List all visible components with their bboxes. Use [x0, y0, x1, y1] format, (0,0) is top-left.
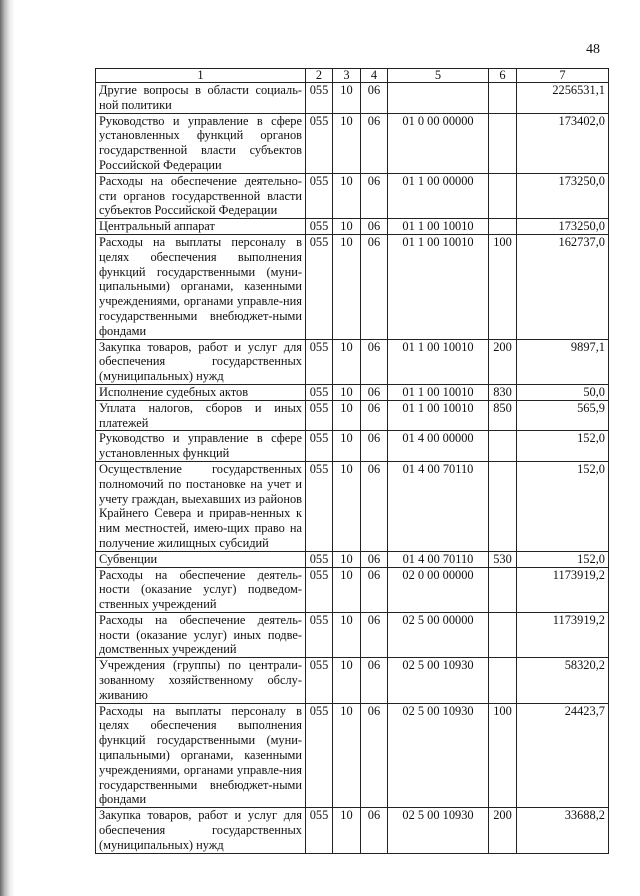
table-row [96, 612, 609, 657]
row-name: Закупка товаров, работ и услуг для обеспечения государственных (муниципальных) нужд [96, 339, 306, 384]
row-subsection-code: 06 [361, 339, 388, 384]
row-target-item: 01 4 00 70110 [388, 551, 489, 567]
row-ministry-code: 055 [306, 808, 333, 853]
row-target-item: 02 5 00 00000 [388, 612, 489, 657]
row-subsection-code: 06 [361, 83, 388, 114]
row-section-code: 10 [333, 703, 361, 808]
row-name: Руководство и управление в сфере установленных функций органов государственной власти субъектов Российской Федерации [96, 113, 306, 173]
row-target-item: 02 5 00 10930 [388, 658, 489, 703]
header-col-6: 6 [489, 69, 517, 83]
row-subsection-code: 06 [361, 400, 388, 431]
row-ministry-code: 055 [306, 400, 333, 431]
row-name: Исполнение судебных актов [96, 384, 306, 400]
row-expense-type: 830 [489, 384, 517, 400]
row-ministry-code: 055 [306, 234, 333, 339]
row-amount: 2256531,1 [517, 83, 609, 114]
row-amount: 173402,0 [517, 113, 609, 173]
row-amount: 9897,1 [517, 339, 609, 384]
row-target-item: 02 5 00 10930 [388, 808, 489, 853]
row-amount: 50,0 [517, 384, 609, 400]
table-row [96, 113, 609, 173]
row-subsection-code: 06 [361, 173, 388, 218]
row-expense-type [489, 567, 517, 612]
row-ministry-code: 055 [306, 431, 333, 462]
row-ministry-code: 055 [306, 83, 333, 114]
row-name: Субвенции [96, 551, 306, 567]
row-amount: 162737,0 [517, 234, 609, 339]
row-name: Уплата налогов, сборов и иных платежей [96, 400, 306, 431]
row-section-code: 10 [333, 234, 361, 339]
table-row [96, 219, 609, 235]
row-target-item: 01 1 00 10010 [388, 400, 489, 431]
row-ministry-code: 055 [306, 567, 333, 612]
row-subsection-code: 06 [361, 234, 388, 339]
row-section-code: 10 [333, 431, 361, 462]
row-expense-type [489, 219, 517, 235]
scan-edge-shadow [0, 0, 15, 896]
row-target-item: 01 1 00 10010 [388, 219, 489, 235]
budget-table [95, 68, 609, 854]
table-body [96, 83, 609, 854]
row-name: Осуществление государственных полномочий по постановке на учет и учету граждан, выехавших из районов Крайнего Севера и прирав-ненных к ним местностей, имею-щих право на получение жилищных субсидий [96, 461, 306, 551]
table-row [96, 808, 609, 853]
row-subsection-code: 06 [361, 461, 388, 551]
row-subsection-code: 06 [361, 219, 388, 235]
row-name: Центральный аппарат [96, 219, 306, 235]
row-expense-type [489, 431, 517, 462]
row-section-code: 10 [333, 400, 361, 431]
row-name: Расходы на обеспечение деятель-ности (оказание услуг) подведом-ственных учреждений [96, 567, 306, 612]
row-section-code: 10 [333, 612, 361, 657]
row-section-code: 10 [333, 658, 361, 703]
header-col-4: 4 [361, 69, 388, 83]
row-target-item: 01 4 00 00000 [388, 431, 489, 462]
table-row [96, 461, 609, 551]
row-amount: 1173919,2 [517, 612, 609, 657]
row-section-code: 10 [333, 384, 361, 400]
row-section-code: 10 [333, 461, 361, 551]
row-amount: 24423,7 [517, 703, 609, 808]
row-expense-type [489, 173, 517, 218]
row-expense-type: 850 [489, 400, 517, 431]
row-amount: 58320,2 [517, 658, 609, 703]
row-ministry-code: 055 [306, 658, 333, 703]
row-target-item: 02 0 00 00000 [388, 567, 489, 612]
row-section-code: 10 [333, 339, 361, 384]
row-section-code: 10 [333, 83, 361, 114]
table-row [96, 234, 609, 339]
header-col-2: 2 [306, 69, 333, 83]
row-subsection-code: 06 [361, 431, 388, 462]
table-row [96, 173, 609, 218]
table-row [96, 339, 609, 384]
row-ministry-code: 055 [306, 461, 333, 551]
row-ministry-code: 055 [306, 113, 333, 173]
row-expense-type: 200 [489, 808, 517, 853]
header-col-1: 1 [96, 69, 306, 83]
row-section-code: 10 [333, 551, 361, 567]
row-section-code: 10 [333, 219, 361, 235]
page-number: 48 [586, 42, 600, 57]
row-subsection-code: 06 [361, 808, 388, 853]
row-ministry-code: 055 [306, 384, 333, 400]
row-amount: 173250,0 [517, 219, 609, 235]
row-target-item: 01 4 00 70110 [388, 461, 489, 551]
row-ministry-code: 055 [306, 612, 333, 657]
row-name: Расходы на обеспечение деятельно-сти органов государственной власти субъектов Российской Федерации [96, 173, 306, 218]
row-ministry-code: 055 [306, 173, 333, 218]
row-expense-type: 100 [489, 234, 517, 339]
table-row [96, 400, 609, 431]
row-name: Другие вопросы в области социаль-ной политики [96, 83, 306, 114]
row-target-item: 02 5 00 10930 [388, 703, 489, 808]
row-amount: 33688,2 [517, 808, 609, 853]
row-subsection-code: 06 [361, 384, 388, 400]
table-row [96, 658, 609, 703]
row-expense-type [489, 658, 517, 703]
row-target-item: 01 1 00 10010 [388, 339, 489, 384]
row-name: Закупка товаров, работ и услуг для обеспечения государственных (муниципальных) нужд [96, 808, 306, 853]
table-header-row [96, 69, 609, 83]
row-name: Расходы на обеспечение деятель-ности (оказание услуг) иных подве-домственных учреждений [96, 612, 306, 657]
row-target-item: 01 1 00 10010 [388, 384, 489, 400]
header-col-5: 5 [388, 69, 489, 83]
row-ministry-code: 055 [306, 703, 333, 808]
row-section-code: 10 [333, 173, 361, 218]
row-amount: 565,9 [517, 400, 609, 431]
row-name: Учреждения (группы) по централи-зованному хозяйственному обслу-живанию [96, 658, 306, 703]
row-target-item: 01 0 00 00000 [388, 113, 489, 173]
header-col-3: 3 [333, 69, 361, 83]
header-col-7: 7 [517, 69, 609, 83]
row-amount: 152,0 [517, 431, 609, 462]
row-subsection-code: 06 [361, 551, 388, 567]
table-row [96, 703, 609, 808]
row-section-code: 10 [333, 567, 361, 612]
row-name: Расходы на выплаты персоналу в целях обеспечения выполнения функций государственными (муни-ципальными) органами, казенными учреждениями, органами управле-ния государственными внебюджет-ными фондами [96, 703, 306, 808]
row-subsection-code: 06 [361, 703, 388, 808]
table-row [96, 567, 609, 612]
row-expense-type [489, 612, 517, 657]
table-row [96, 551, 609, 567]
row-expense-type: 530 [489, 551, 517, 567]
row-target-item: 01 1 00 00000 [388, 173, 489, 218]
row-section-code: 10 [333, 808, 361, 853]
table-row [96, 83, 609, 114]
table-row [96, 431, 609, 462]
row-expense-type: 200 [489, 339, 517, 384]
row-expense-type [489, 113, 517, 173]
table-row [96, 384, 609, 400]
row-target-item: 01 1 00 10010 [388, 234, 489, 339]
row-subsection-code: 06 [361, 567, 388, 612]
row-amount: 152,0 [517, 461, 609, 551]
row-subsection-code: 06 [361, 658, 388, 703]
row-amount: 173250,0 [517, 173, 609, 218]
row-subsection-code: 06 [361, 612, 388, 657]
row-amount: 152,0 [517, 551, 609, 567]
row-ministry-code: 055 [306, 339, 333, 384]
row-section-code: 10 [333, 113, 361, 173]
row-target-item [388, 83, 489, 114]
row-name: Руководство и управление в сфере установленных функций [96, 431, 306, 462]
row-expense-type [489, 461, 517, 551]
row-amount: 1173919,2 [517, 567, 609, 612]
row-ministry-code: 055 [306, 219, 333, 235]
row-expense-type: 100 [489, 703, 517, 808]
row-expense-type [489, 83, 517, 114]
row-ministry-code: 055 [306, 551, 333, 567]
row-name: Расходы на выплаты персоналу в целях обеспечения выполнения функций государственными (муни-ципальными) органами, казенными учреждениями, органами управле-ния государственными внебюджет-ными фондами [96, 234, 306, 339]
row-subsection-code: 06 [361, 113, 388, 173]
